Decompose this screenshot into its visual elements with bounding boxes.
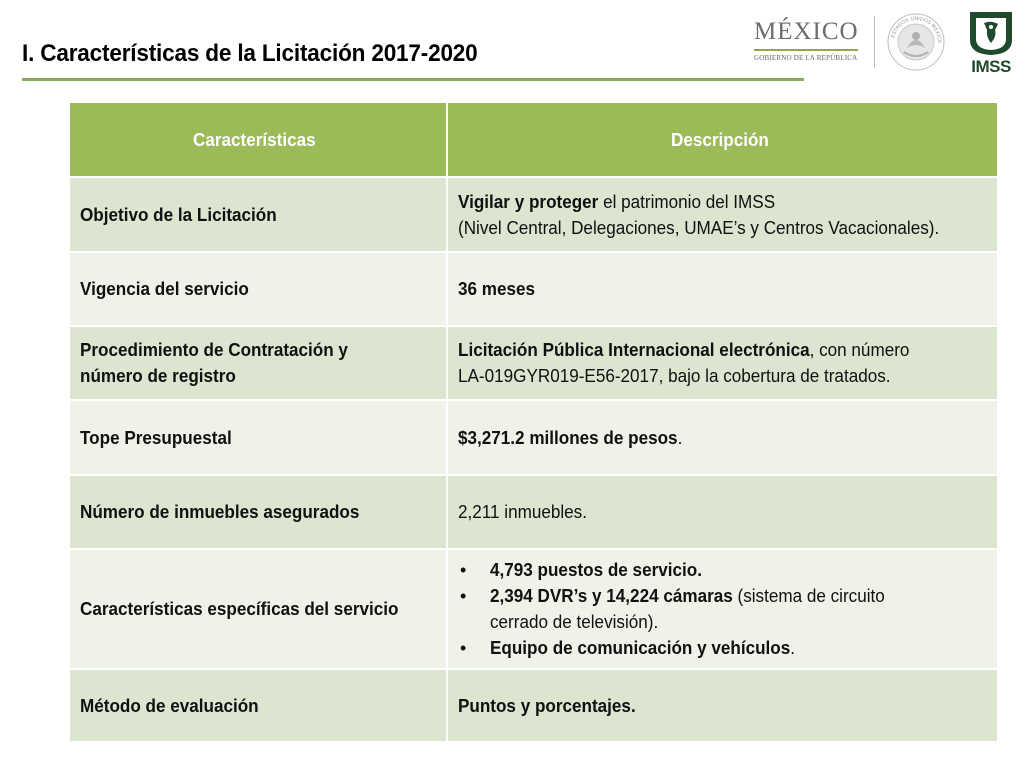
mexico-logo [752,18,862,66]
service-bullet-list [458,557,987,661]
table-row [69,326,998,400]
row-desc-objetivo: Vigilar y proteger el patrimonio del IMSS (Nivel Central, Delegaciones, UMAE’s y Centros Vacacionales). [447,177,998,252]
row-label-tope: Tope Presupuestal [69,400,447,475]
column-header-description: Descripción [447,102,998,177]
list-item: • Equipo de comunicación y vehículos. [458,635,987,661]
row-label-metodo: Método de evaluación [69,669,447,742]
mexico-logo-word: MÉXICO [754,18,859,45]
list-item: • 2,394 DVR’s y 14,224 cámaras (sistema de circuito cerrado de televisión). [458,583,987,635]
table-row [69,252,998,326]
page-title: I. Características de la Licitación 2017-2020 [22,40,478,67]
table-row [69,177,998,252]
row-label-objetivo: Objetivo de la Licitación [69,177,447,252]
imss-emblem-icon [962,10,1020,56]
table-row [69,549,998,669]
row-desc-tope: $3,271.2 millones de pesos. [447,400,998,475]
row-label-vigencia: Vigencia del servicio [69,252,447,326]
logo-divider [874,16,875,68]
imss-logo [962,10,1020,74]
row-label-inmuebles: Número de inmuebles asegurados [69,475,447,549]
seal-text: ESTADOS UNIDOS MEXICA [890,15,943,44]
list-item: • 4,793 puestos de servicio. [458,557,987,583]
mexico-logo-bar [754,49,858,51]
table-header-row [69,102,998,177]
title-underline [22,78,804,81]
imss-logo-text: IMSS [971,57,1011,76]
row-label-especificas: Características específicas del servicio [69,549,447,669]
row-label-procedimiento: Procedimiento de Contratación y número de registro [69,326,447,400]
table-row [69,400,998,475]
mexico-logo-subtitle: GOBIERNO DE LA REPÚBLICA [754,54,858,62]
row-desc-procedimiento: Licitación Pública Internacional electrónica, con número LA-019GYR019-E56-2017, bajo la cobertura de tratados. [447,326,998,400]
row-desc-metodo: Puntos y porcentajes. [447,669,998,742]
row-desc-especificas [447,549,998,669]
table-row [69,669,998,742]
row-desc-vigencia: 36 meses [447,252,998,326]
table-row [69,475,998,549]
row-desc-inmuebles: 2,211 inmuebles. [447,475,998,549]
characteristics-table [68,101,999,743]
national-seal-icon [886,12,946,72]
column-header-characteristics: Características [69,102,447,177]
